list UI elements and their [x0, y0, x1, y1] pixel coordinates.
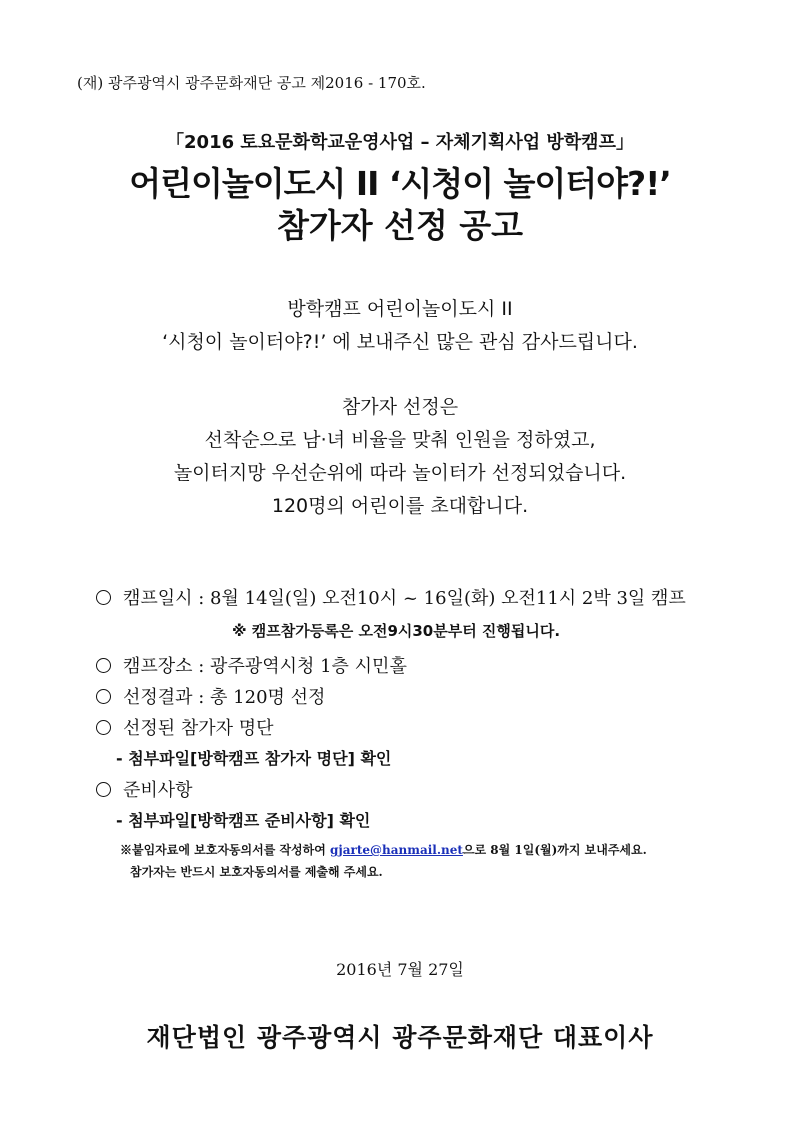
consent-form-reminder: 참가자는 반드시 보호자동의서를 제출해 주세요. — [130, 865, 383, 879]
selection-line: 참가자 선정은 — [341, 396, 459, 418]
issuer-signature: 재단법인 광주광역시 광주문화재단 대표이사 — [146, 1023, 654, 1052]
participants-attachment-note: - 첨부파일[방학캠프 참가자 명단] 확인 — [116, 749, 392, 768]
selection-line: 놀이터지망 우선순위에 따라 놀이터가 선정되었습니다. — [173, 462, 627, 484]
circle-bullet-icon — [96, 658, 111, 673]
circle-bullet-icon — [96, 720, 111, 735]
detail-text: 캠프장소 : 광주광역시청 1층 시민홀 — [123, 656, 407, 677]
consent-form-note — [120, 841, 647, 858]
consent-note-text: 으로 8월 1일(월)까지 보내주세요. — [462, 843, 647, 857]
selection-line: 선착순으로 남·녀 비율을 맞춰 인원을 정하였고, — [204, 429, 596, 451]
intro-line: ‘시청이 놀이터야?!’ 에 보내주신 많은 관심 감사드립니다. — [162, 331, 638, 353]
notice-date: 2016년 7월 27일 — [336, 960, 464, 979]
detail-text: 선정결과 : 총 120명 선정 — [123, 687, 326, 708]
consent-note-text: ※붙임자료에 보호자동의서를 작성하여 — [120, 843, 331, 857]
detail-item-camp-place — [96, 652, 407, 678]
detail-item-participants — [96, 714, 274, 740]
circle-bullet-icon — [96, 689, 111, 704]
detail-text: 선정된 참가자 명단 — [123, 718, 274, 739]
notice-number: (재) 광주광역시 광주문화재단 공고 제2016 - 170호. — [77, 74, 426, 92]
intro-line: 방학캠프 어린이놀이도시 II — [287, 298, 513, 320]
email-link[interactable]: gjarte@hanmail.net — [330, 843, 463, 857]
preparation-attachment-note: - 첨부파일[방학캠프 준비사항] 확인 — [116, 811, 371, 830]
detail-text: 준비사항 — [123, 780, 193, 801]
detail-item-result — [96, 683, 325, 709]
detail-text: 캠프일시 : 8월 14일(일) 오전10시 ~ 16일(화) 오전11시 2박 3일 캠프 — [123, 588, 686, 609]
detail-item-camp-date — [96, 584, 686, 610]
circle-bullet-icon — [96, 782, 111, 797]
notice-title-line2: 참가자 선정 공고 — [276, 206, 524, 245]
notice-title: 어린이놀이도시 II ‘시청이 놀이터야?!’ — [129, 164, 671, 203]
notice-subtitle: 「2016 토요문화학교운영사업 – 자체기획사업 방학캠프」 — [166, 132, 634, 153]
camp-registration-note: ※ 캠프참가등록은 오전9시30분부터 진행됩니다. — [232, 622, 561, 640]
circle-bullet-icon — [96, 590, 111, 605]
detail-item-preparation — [96, 776, 193, 802]
selection-line: 120명의 어린이를 초대합니다. — [271, 495, 529, 517]
